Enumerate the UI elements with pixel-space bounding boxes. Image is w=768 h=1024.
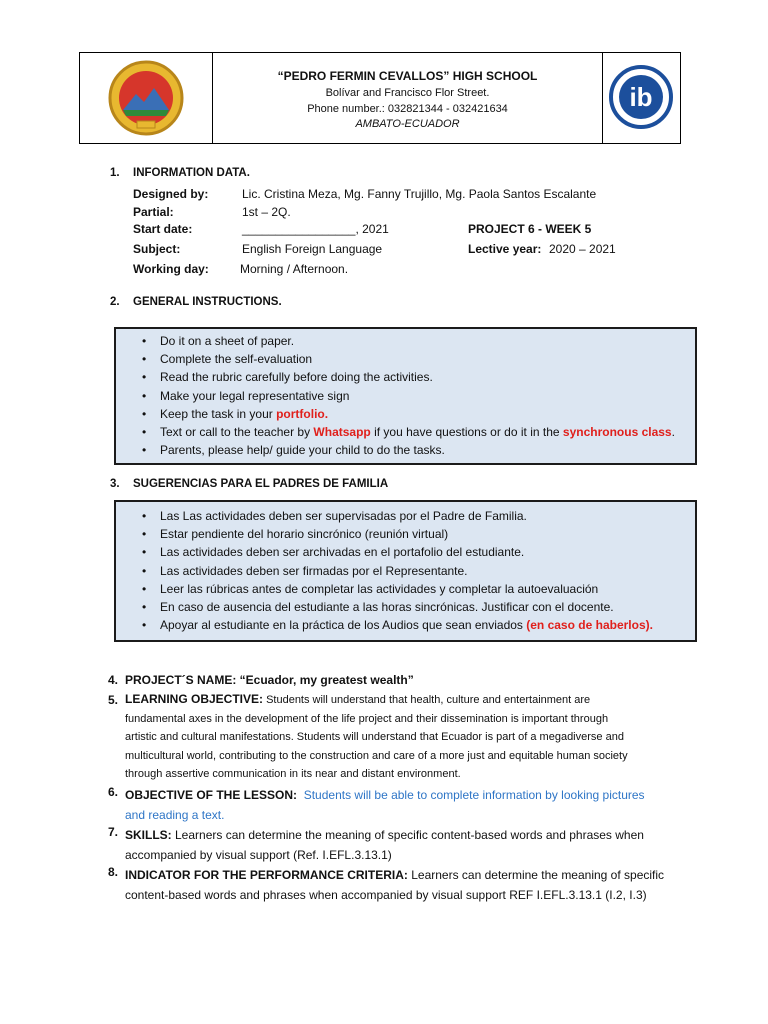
- instruction-item: [160, 423, 695, 441]
- lesson-objective-label: OBJECTIVE OF THE LESSON:: [125, 788, 298, 802]
- designed-value: Lic. Cristina Meza, Mg. Fanny Trujillo, Mg. Paola Santos Escalante: [242, 187, 597, 201]
- skills-text: Learners can determine the meaning of specific content-based words and phrases when: [171, 828, 644, 842]
- working-day-label: Working day:: [133, 262, 209, 276]
- skills-text: accompanied by visual support (Ref. I.EFL.3.13.1): [125, 848, 392, 862]
- ib-logo-icon: [609, 65, 673, 129]
- lesson-objective-text: Students will be able to complete information by looking pictures: [303, 788, 645, 802]
- synchronous-highlight: synchronous class: [562, 425, 672, 440]
- lective-year-value: 2020 – 2021: [549, 242, 616, 256]
- instruction-text: if you have questions or do it in the: [370, 425, 563, 440]
- header-table: [79, 52, 681, 144]
- whatsapp-highlight: Whatsapp: [313, 425, 371, 440]
- sugerencia-item: • Las actividades deben ser firmadas por el Representante.: [160, 562, 695, 580]
- lective-year-label: Lective year:: [468, 242, 542, 256]
- sugerencias-heading-number: 3.: [110, 478, 120, 490]
- sugerencia-item: • Leer las rúbricas antes de completar las actividades y completar la autoevaluación: [160, 580, 695, 598]
- instructions-heading: GENERAL INSTRUCTIONS.: [133, 296, 282, 308]
- instruction-item: • Read the rubric carefully before doing the activities.: [160, 368, 695, 386]
- instruction-item: • Do it on a sheet of paper.: [160, 332, 695, 350]
- instructions-list: [116, 332, 695, 459]
- skills-number: 7.: [108, 825, 119, 839]
- indicator-number: 8.: [108, 865, 119, 879]
- subject-value: English Foreign Language: [242, 242, 383, 256]
- skills-label: SKILLS:: [125, 828, 172, 842]
- indicator-text: content-based words and phrases when accompanied by visual support REF I.EFL.3.13.1 (I.2, I.3): [125, 888, 647, 902]
- school-phone: Phone number.: 032821344 - 032421634: [307, 103, 508, 115]
- school-logo-icon: [106, 58, 186, 138]
- subject-label: Subject:: [133, 242, 181, 256]
- learning-objective: [125, 690, 661, 784]
- designed-label: Designed by:: [133, 187, 209, 201]
- sugerencias-heading: SUGERENCIAS PARA EL PADRES DE FAMILIA: [133, 478, 389, 490]
- left-logo-text: [80, 53, 81, 54]
- sugerencia-text: Apoyar al estudiante en la práctica de los Audios que sean enviados: [160, 618, 527, 633]
- project-name-number: 4.: [108, 673, 119, 687]
- indicator-label: INDICATOR FOR THE PERFORMANCE CRITERIA:: [125, 868, 408, 882]
- school-info: [213, 53, 602, 143]
- learning-objective-text: fundamental axes in the development of the life project and their dissemination is important through: [125, 712, 609, 725]
- learning-objective-text: artistic and cultural manifestations. Students will understand that Ecuador is part of a megadiverse and: [125, 731, 624, 743]
- partial-label: Partial:: [133, 205, 174, 219]
- skills: [125, 825, 644, 865]
- lesson-objective-text: and reading a text.: [125, 808, 225, 822]
- instruction-text: Text or call to the teacher by: [160, 425, 314, 440]
- instruction-text: .: [671, 425, 675, 440]
- learning-objective-text: multicultural world, contributing to the construction and care of a more just and equitable human society: [125, 749, 628, 762]
- svg-text:ib: ib: [629, 82, 653, 112]
- partial-value: 1st – 2Q.: [242, 205, 291, 219]
- indicator: [125, 865, 664, 905]
- instructions-heading-number: 2.: [110, 296, 120, 308]
- learning-objective-label: LEARNING OBJECTIVE:: [125, 692, 264, 706]
- audios-highlight: (en caso de haberlos).: [526, 618, 653, 633]
- school-address: Bolívar and Francisco Flor Street.: [325, 87, 490, 99]
- learning-objective-text: Students will understand that health, culture and entertainment are: [263, 694, 591, 706]
- project-week: PROJECT 6 - WEEK 5: [468, 222, 592, 236]
- instruction-item: • Parents, please help/ guide your child to do the tasks.: [160, 441, 695, 459]
- lesson-objective: [125, 785, 645, 825]
- instructions-box: [114, 327, 697, 465]
- sugerencia-item: • Las actividades deben ser archivadas en el portafolio del estudiante.: [160, 543, 695, 561]
- learning-objective-number: 5.: [108, 693, 119, 707]
- project-name: PROJECT´S NAME: “Ecuador, my greatest wealth”: [125, 673, 414, 687]
- lesson-objective-number: 6.: [108, 785, 119, 799]
- start-date-value: _________________, 2021: [242, 222, 389, 236]
- sugerencia-item: [160, 616, 695, 634]
- sugerencias-box: [114, 500, 697, 642]
- sugerencia-item: • Las Las actividades deben ser supervisadas por el Padre de Familia.: [160, 507, 695, 525]
- indicator-text: Learners can determine the meaning of specific: [407, 868, 665, 882]
- sugerencia-item: • En caso de ausencia del estudiante a las horas sincrónicas. Justificar con el docente.: [160, 598, 695, 616]
- school-logo-cell: [80, 53, 213, 143]
- info-heading-number: 1.: [110, 167, 120, 179]
- sugerencia-item: • Estar pendiente del horario sincrónico (reunión virtual): [160, 525, 695, 543]
- sugerencias-list: [116, 507, 695, 634]
- instruction-item: • Make your legal representative sign: [160, 387, 695, 405]
- school-name: “PEDRO FERMIN CEVALLOS” HIGH SCHOOL: [277, 69, 538, 83]
- learning-objective-text: through assertive communication in its near and distant environment.: [125, 768, 461, 780]
- working-day-value: Morning / Afternoon.: [240, 262, 349, 276]
- start-date-label: Start date:: [133, 222, 193, 236]
- ib-logo-cell: [602, 53, 680, 143]
- school-city: AMBATO-ECUADOR: [355, 118, 460, 130]
- instruction-item: [160, 405, 695, 423]
- instruction-item: • Complete the self-evaluation: [160, 350, 695, 368]
- portfolio-highlight: portfolio.: [276, 406, 329, 421]
- info-heading: INFORMATION DATA.: [133, 167, 250, 179]
- instruction-text: Keep the task in your: [160, 406, 277, 421]
